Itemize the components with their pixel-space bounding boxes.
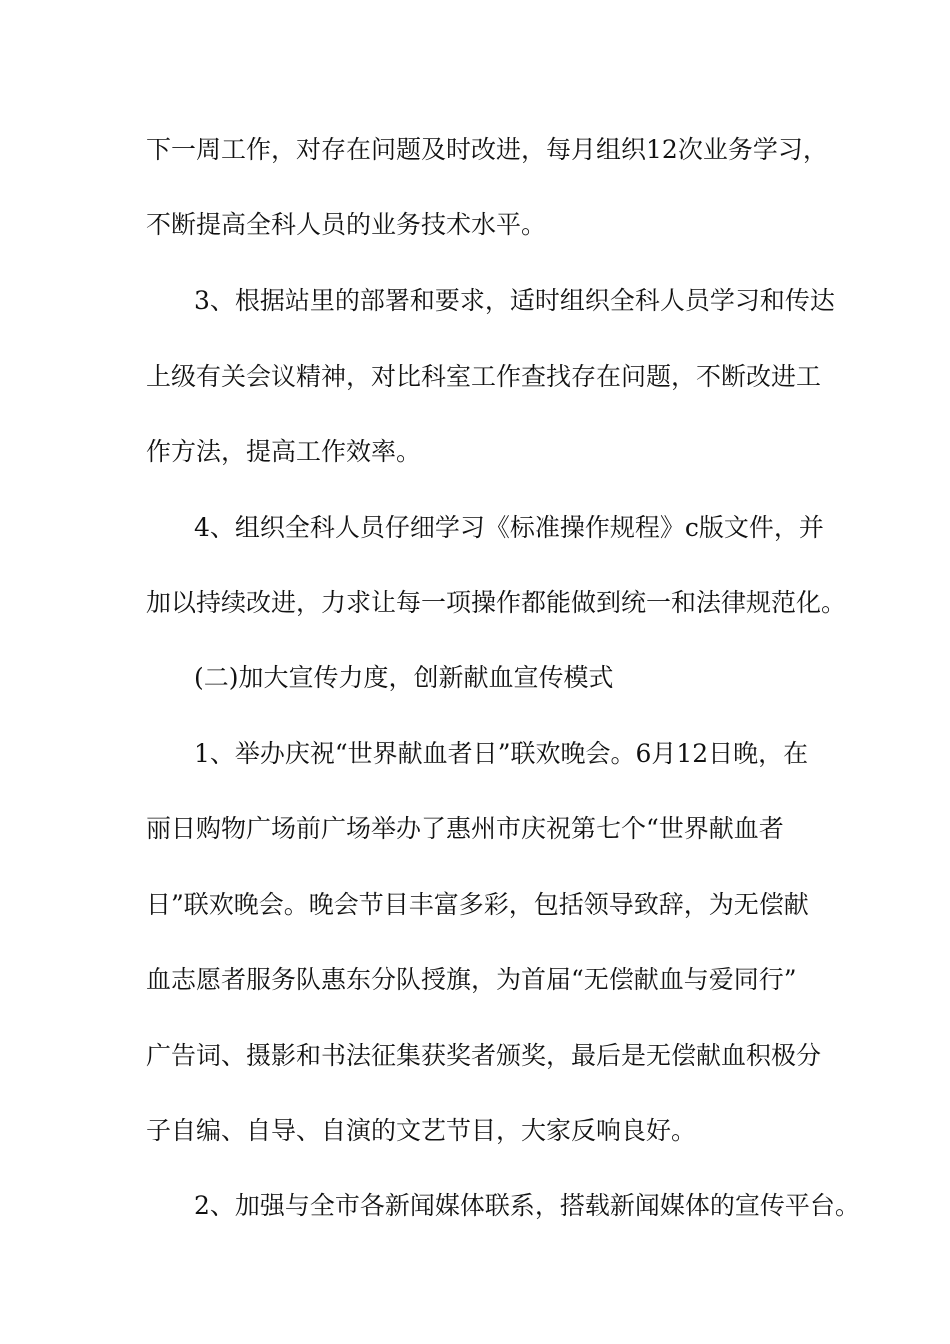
text-line: 血志愿者服务队惠东分队授旗，为首届“无偿献血与爱同行” xyxy=(146,965,797,994)
text-line: 下一周工作，对存在问题及时改进，每月组织12次业务学习， xyxy=(146,135,828,164)
text-line: 加以持续改进，力求让每一项操作都能做到统一和法律规范化。 xyxy=(146,588,847,617)
paragraph-3-start: 3、根据站里的部署和要求，适时组织全科人员学习和传达 xyxy=(194,286,835,315)
paragraph-2-start: 2、加强与全市各新闻媒体联系，搭载新闻媒体的宣传平台。 xyxy=(194,1191,860,1220)
text-line: 日”联欢晚会。晚会节目丰富多彩，包括领导致辞，为无偿献 xyxy=(146,890,809,919)
text-line: 丽日购物广场前广场举办了惠州市庆祝第七个“世界献血者 xyxy=(146,814,784,843)
text-line: 子自编、自导、自演的文艺节目，大家反响良好。 xyxy=(146,1116,697,1145)
text-line: 作方法，提高工作效率。 xyxy=(146,437,422,466)
text-line: 上级有关会议精神，对比科室工作查找存在问题，不断改进工 xyxy=(146,362,822,391)
text-line: 广告词、摄影和书法征集获奖者颁奖，最后是无偿献血积极分 xyxy=(146,1041,822,1070)
paragraph-4-start: 4、组织全科人员仔细学习《标准操作规程》c版文件，并 xyxy=(194,513,824,542)
paragraph-1-start: 1、举办庆祝“世界献血者日”联欢晚会。6月12日晚，在 xyxy=(194,739,809,768)
text-line: 不断提高全科人员的业务技术水平。 xyxy=(146,210,547,239)
section-heading: (二)加大宣传力度，创新献血宣传模式 xyxy=(194,663,614,692)
